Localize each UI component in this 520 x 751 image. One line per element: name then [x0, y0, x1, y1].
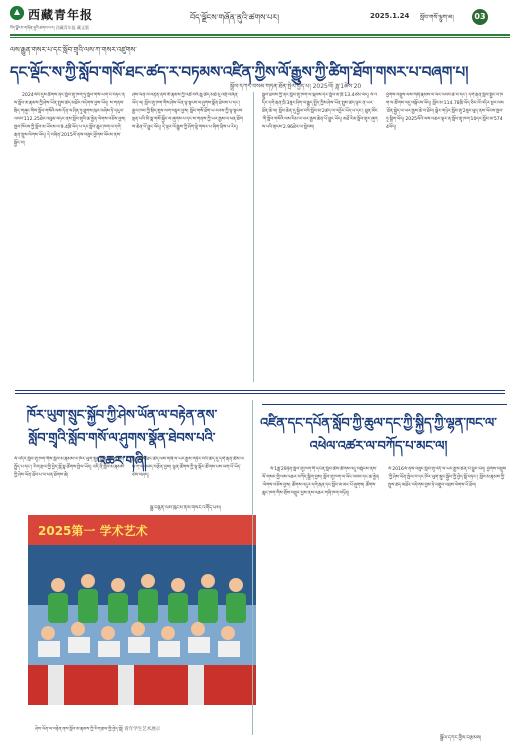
article1-column-4: ཕྱོགས་བསྡུས་ལས་གཞི་རྣམས་ལ་ཡོང་འབབ་ཆེ་བ་དང་། དགེ་རྒན་སློབ་སྦྱོང་བ་ཁག་ལ་ཚོགས་འདུ་བསྐོངས་ཡོད། སློབ་མ་114.78ཁྲི་ཡོད་ཅིང་ལོ་འདིར་སྔར་ལས་ཐོན་སྐྱེད་ལ་ཡར་རྒྱས་ཆེ་བ་ཐོབ། སྒེར་གཉེར་སློབ་གྲྭ་2ཟུར་ཕུད་ནས་ཡོངས་ཁྱབ་ཏུ་སྒྲིག་ཡོད། 2025ལོའི་ལས་འཆར་ལྟར་ན་སློབ་གྲྭ་ཁག་10དང་སློབ་མ་5744ཡོད། — [386, 93, 504, 130]
article1-byline: སྒྲོལ་དཀར་བསམ་གཏན་ཐོན་སྤེལ་བྱེད་པ། 2025ལོ། ཟླ་1ཚེས་20 — [230, 83, 362, 90]
page-section-title: སློབ་གསོ་ལྷུག་མ། — [420, 14, 454, 21]
article3-column-1: ལོ་1ཟླ་29ཉིན་སློབ་གྲྭ་ཁག་གི་དཔོན་སློབ་ཚོས་ཚོགས་འདུ་བསྐོངས་ནས་ལོ་གསར་གྱི་ལས་འཆར་བཀོད་སྒྲིག་བྱས། སློབ་གྲྭ་ཁག་ལ་ཡོང་འབབ་དང་ཆ་རྐྱེན་ལེགས་བཅོས་བྱས། ཚོགས་འདུར་དགེ་རྒན་དང་སློབ་མ་མང་པོ་ཞུགས། ཚོགས་ཆུང་ཁག་གིས་གྲོས་བསྡུར་བྱས་ནས་འཆར་གཞི་ཁག་བཏོན། — [262, 467, 380, 496]
article2-column-1: ལོ་འདིར་སློབ་གྲྭ་ཁག་གིས་སློབ་མ་རྣམས་ལ་ཁོར་ཡུག་སྲུང་སྐྱོབ་ཀྱི་ཤེས་ཡོན་སྤྲོད་པ་དང་། རིག་རྩལ་གྱི་བྱེད་སྒོ་སྣ་ཚོགས་སྤེལ་ཡོད། འདི་ནི་སློབ་མ་རྣམས་ཀྱི་ཤེས་ཡོན་ཐོབ་པ་ལ་ཕན་ཐོགས་ཆེ། — [14, 457, 126, 478]
article3-credit: སྒྲོལ་དཀར་གྱིས་བརྩམས། — [440, 735, 482, 741]
article3-top-rule — [262, 404, 507, 405]
photo-banner-text: 2025第一 学术艺术 — [38, 524, 148, 538]
masthead-rule-thin — [10, 37, 510, 38]
article1-headline: དང་ལྡོང་ས་ཀྱི་སློབ་གསོ་ཐང་ཚད་ར་བཏམས་འཛིན་ཀྱིས་ལོ་རྒྱུས་ཀྱི་ཚིག་ཐོག་གསར་པ་བཞག་པ། — [10, 63, 469, 81]
newspaper-logo-icon — [10, 6, 24, 20]
article2-column-2: སློབ་གསོ་ཐང་ཚད་ལས་གཞི་ལ་ཡར་རྒྱས་གཏོང་བའི་ཆེད་དུ་དགེ་རྒན་ཚོས་ལས་ཀ་ལ་འབད་བརྩོན་བྱས། ལྷན་ཚོགས་ཀྱི་ལྟ་སྐོར་ཚོགས་པས་ཡག་པོ་ཡོད་ཅེས་བཤད། — [132, 457, 244, 478]
article3-column-2: ལོ་2016ལོ་ནས་བཟུང་སློབ་གྲྭ་འདི་ལ་ཡར་རྒྱས་ཆེན་པོ་བྱུང་ཡོད། ཕྱོགས་བསྡུས་ཀྱི་ཤེས་ཡོན་སྤེལ་བ་དང་ཁོར་ཡུག་སྲུང་སྐྱོབ་ཀྱི་བྱེད་སྒོ་བཏང་། སློབ་མ་རྣམས་ཀྱི་སྤུས་ཚད་མཐོར་འདེགས་བྱས་ཏེ་འགྲུབ་འབྲས་ལེགས་པོ་ཐོབ། — [388, 467, 506, 488]
column-divider — [253, 92, 254, 382]
article1-kicker: ལས་རྒྱུན་གསར་པ་དང་སློབ་གྲྭའི་ལས་ཀ་གསར་འཛུགས་ — [10, 46, 137, 54]
news-photo — [28, 515, 256, 705]
article1-column-3: སྒྲུབ་ཐབས་ཀྱི་ནང་སློབ་གྲྭ་ཁག་ལ་སྐབས་དེར་སློབ་མ་ཁྲི་13.4ཙམ་ཡོད། ལོ་འདིར་དགེ་རྒན་ཁྲི་3ཟུར་ཤིག་ལ་རྒྱུད་སྤྲོད་ཀྱིས་ཤེས་ཡོན་སྤུས་ཚད་ལྟར་ན་ཡར་ཐོན་ཆེ་ལ། སློབ་ཆེན་དུ་སྐྱེལ་བའི་སློབ་མ་2ཚད་ལ་འབྱོར་ཡོད་པ་དང་། ཐུན་མོང་གི་སློབ་གསོའི་ལས་རིམ་ལ་ཡར་རྒྱས་ཆེན་པོ་བྱུང་ཡོད། མཐོ་རིམ་སློབ་གྲྭར་ཞུགས་པའི་གྲངས་2.96ཐེར་ལ་སླེབས། — [262, 93, 378, 130]
section-divider — [15, 390, 505, 391]
column-divider-lower — [252, 400, 253, 735]
newspaper-brand: 西藏青年报 — [28, 8, 94, 22]
article1-column-2: ཤེས་ཡོན་ལ་བརྟེན་ནས་མི་རྣམས་ཀྱི་འཚོ་བའི་ཆུ་ཚད་མཐོ་རུ་འགྲོ་བཞིན་ཡོད་ལ། སློབ་གྲྭ་ཁག་གིས་ཤེས་ཡོན་ལྟ་སྟངས་ལ་ཤུགས་སྣོན་ཐེབས་པ་དང་། རྒྱལ་ཁབ་ཀྱི་སྲིད་ཇུས་ལག་བསྟར་བྱས། སློབ་གསོ་ཐོག་ཡ་རབས་ཀྱི་ལྟ་སྟངས་ལྡན་པའི་མི་སྣ་གསོ་སྐྱོང་ལ་ཞུགས་པ་དང་ས་གནས་ཀྱི་ཡར་རྒྱས་ལ་ཕན་ཐོགས་ཆེན་པོ་བྱུང་ཡོད། དེ་ལྟར་ལོ་རྒྱུས་ཀྱི་ཤོག་ལྷེ་གསར་པ་ཞིག་བྲིས་པ་རེད། — [132, 93, 243, 130]
issue-date: 2025.1.24 — [370, 12, 410, 20]
photo-caption: ཤེས་ཡོན་ལ་བརྟེན་ནས་སློབ་མ་རྣམས་ཀྱི་རིག་རྩལ་གྱི་བྱེད་སྒོ། 青年学生艺术展示 — [35, 727, 161, 732]
article1-column-1: 2024ལོའི་དུས་ཚིགས་ནང་སློབ་གྲྭ་ཁག་ཏུ་སློབ་གསོ་ཡག་པོ་བཏང་ནས་སློབ་མ་རྣམས་ཀྱི་ཤེས་ཡོན་སྤུས་ཚད་མཐོར་འདེགས་བྱས་ཡོད། ས་གནས་སྲིད་གཞུང་གིས་སློབ་གསོའི་ལས་དོན་ལ་ཤིན་ཏུ་ཐུགས་ཁུར་བཞེས་ཏེ་དངུལ་འབབ་112.25ཐེར་འབུམ་བཏང་ནས་སློབ་གྲྭའི་ཆ་རྐྱེན་ལེགས་བཅོས་བྱས། ཁྱབ་ཁོངས་ཀྱི་སློབ་མ་ཡོངས་ལ་9.4ཁྲི་ཡོད་པ་དང་སློབ་ཆུང་ཁག་ལ་དགེ་རྒན་སྤུས་ལེགས་ཡོད། དེ་བཞིན་2015ལོ་ནས་བཟུང་ཕྱོགས་ཡོངས་ནས་སྐྱོང་བ། — [14, 93, 126, 146]
masthead-subtitle: བོད་ལྗོངས་གཞོན་ནུའི་ཚགས་པར། 西藏青年报 藏文版 — [10, 25, 90, 30]
page-number-badge: 03 — [472, 9, 488, 25]
masthead-rule — [10, 34, 510, 36]
article2-headline: ཁོར་ཡུག་སྲུང་སྐྱོབ་ཀྱི་ཤེས་ཡོན་ལ་བརྟེན་ནས་སློབ་གྲྭའི་སློབ་གསོ་ལ་ཤུགས་སྣོན་ཐེབས་པའི་འཆར་གཞི། — [26, 408, 218, 469]
article3-headline: འཛིན་དང་དཔོན་སློབ་ཀྱི་ཆུལ་དང་ཀྱི་སྐྱིད་ཀྱི་ལྷན་ཁང་ལ་འཕེལ་འཚར་ལ་བཀོད་པ་མང་ལ། — [260, 416, 497, 454]
masthead-tibetan-title: བོད་ལྗོངས་གཞོན་ནུའི་ཚགས་པར། — [190, 13, 279, 22]
article2-credit: སྒྲ་བརྙན་ལས་ཁུངས་ནས་གསར་འགོད་པས། — [150, 505, 221, 511]
